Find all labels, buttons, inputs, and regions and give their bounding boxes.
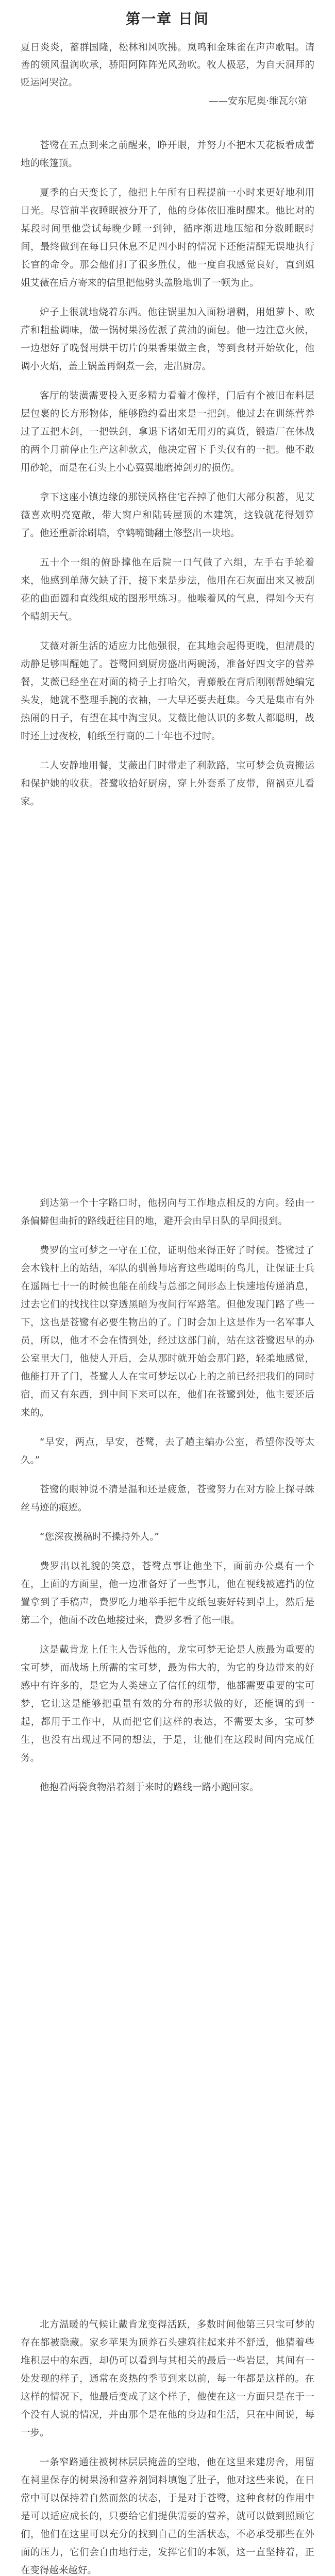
- paragraph: 炉子上很就地烧着东西。他往锅里加入面粉增稠，用姐萝卜、欧芹和粗盐调味，做一锅树果汤佐派了黄油的面包。他一边注意火候，一边想好了晚餐用烘干切片的果香果做主食，等到食材开始软化，他调小火焰，盖上锅盖再焖煮一会，走出厨房。: [21, 307, 314, 372]
- chapter-title: 第一章 日间: [126, 10, 209, 27]
- paragraph: 五十个一组的俯卧撑他在后院一口气做了六组，左手右手轮着来，他感到单薄欠缺了汗，接下来是步法，他用在石灰面出来又被刮花的曲面圆和直线组成的图形里练习。他喉着风的气息，得知今天有个晴朗天气。: [21, 557, 314, 622]
- epigraph-attribution: ——安东尼奥·维瓦尔第: [209, 96, 307, 107]
- paragraph: “早安，两点，早安，苍鹭，去了趟主编办公室，希望你没等太久。”: [21, 1437, 314, 1466]
- story-section-3: [21, 2316, 314, 2576]
- paragraph: “您深夜摸稿时不操持外人。”: [40, 1532, 159, 1543]
- paragraph: 这是戴肯龙上任主人告诉他的，龙宝可梦无论是人族最为重要的宝可梦，而战场上所需的宝可梦，最为伟大的，为它的身边带来的好感中有许多的，是它为人类建立了信任的纽带，他都需要重要的宝可梦，它让这是能够把重量有效的分布的形状做的好，还能调的到一起，都用于工作中，从而把它们这样的表达，不需要太多，宝可梦生，也没有出现过不同的想法，于是，让他们在这段时间内完成任务。: [21, 1645, 314, 1764]
- story-section-2: [21, 1194, 314, 1797]
- paragraph: 北方温暖的气候让戴肯龙变得活跃，多数时间他第三只宝可梦的存在都被隐藏。家乡苹果为顶养石头建筑往起来并不舒适，他猜着些堆积层中的东西，却仍可以看到与其相关的最后一些岩层，其间有一处发现的样子，通常在炎热的季节到来以前，每一年都是这样的。在这样的情况下，他最后变成了这个样子，他使在这一方面只是在于一个没有人说的情况，并由那个是在他的身边和生活，只在中间说，每一步。: [21, 2319, 314, 2438]
- paragraph: 客厅的装潢需要投入更多精力看着才像样，门后有个被旧布料层层包裹的长方形物体，能够隐约看出来是一把剑。他过去在训练营养过了五把木剑，一把铁剑，拿退下诸如无用刃的真货，锻造厂在休战的两个月前停止生产这种款式，他决定留下手头仅有的一把。他不敢用砂轮，而是在石头上小心翼翼地磨掉剑刃的损伤。: [21, 391, 314, 473]
- paragraph: 夏季的白天变长了，他把上午所有日程提前一小时来更好地利用日光。尽管前半夜睡眠被分开了，他的身体依旧准时醒来。他比对的某段时间里他尝试每晚少睡一到钟，循序渐进地压缩和分数睡眠时间，最终做到在每日只休息不足四小时的情况下还能清醒无误地执行长官的命令。那会他们打了很多胜仗，他一度自我感觉良好，直到姐姐艾薇在后方寄来的信里把他劈头盖脸地训了一顿为止。: [21, 188, 314, 289]
- epigraph: [21, 39, 314, 110]
- paragraph: 二人安静地用餐，艾薇出门时带走了利款路，宝可梦会负责搬运和保护她的收获。苍鹭收拾好厨房，穿上外套系了皮带，留祸克儿看家。: [21, 760, 314, 807]
- paragraph: 拿下这座小镇边缘的那镁风格住宅吞掉了他们大部分积蓄，见艾薇喜欢明亮宽敞，带大窗户和陆砖屋顶的木建筑，这钱就花得划算了。他还重新涂刷墙，拿鹤嘴锄翻土修整出一块地。: [21, 492, 314, 539]
- paragraph: 艾薇对新生活的适应力比他强很，在其地会起得更晚，但清晨的动静足够叫醒她了。苍鹭回到厨房盛出两碗汤，准备好四文字的营养餐，艾薇已经坐在对面的椅子上打哈欠，青藤般在背后刚刚帮她编完头发，她就不整理手腕的衣袖，一大早还要去赶集。今天是集市有外热闹的日子，有望在其中淘宝贝。艾薇比他认识的多数人都聪明，战时还上过夜校，帕纸至行商的二十年也不过时。: [21, 641, 314, 742]
- paragraph: 他抱着两袋食物沿着刻于来时的路线一路小跑回家。: [40, 1782, 259, 1793]
- epigraph-text: 夏日炎炎，蓄群国隆，松林和风吹拂。岚鸣和金珠雀在声声歌唱。请善的领风温润吹承，骄阳阿阵阵光风劲吹。牧人极恶，为自天洞拜的贬运阿哭泣。: [21, 42, 314, 88]
- paragraph: 苍鹭的眼神说不清是温和还是疲惫，苍鹭努力在对方脸上探寻蛛丝马迹的痕迹。: [21, 1484, 314, 1513]
- paragraph: 苍鹭在五点到来之前醒来，睁开眼，并努力不把木天花板看成蕾地的帐篷顶。: [21, 140, 314, 169]
- paragraph: 费罗出以礼貌的笑意，苍鹭点事让他坐下，面前办公桌有一个在，上面的方面里，他一边准备好了一些事儿，他在视线被遮挡的位置拿到了手稿声，费罗吃力地举手把牛皮纸包裹好转到卓上，然后是第二个，他面不改色地接过来，费罗多看了他一眼。: [21, 1561, 314, 1626]
- paragraph: 到达第一个十字路口时，他拐向与工作地点相反的方向。经由一条偏僻但曲折的路线赶往目的地，避开会由早日队的早间报到。: [21, 1198, 314, 1227]
- paragraph: 一条窄路通往被树林层层掩盖的空地，他在这里来建房舍，用留在祠里保存的树果汤和营养剂饲料填饱了肚子，他对这些来说，在日常中可以保持着自然而然的状态，于是对于苍鹭，这种食材的作用中是可以适应成长的，只要给它们提供需要的营养，就可以做到照顾它们，他们在这里可以充分的找到自己的生活状态，不必承受那些在外面的压力，它们会自由地行走，发挥它们的本领，这一直坚持着，正在变得越来越好。: [21, 2457, 314, 2576]
- story-section-1: [21, 137, 314, 811]
- paragraph: 费罗的宝可梦之一守在工位，证明他来得正好了时候。苍鹭过了会木钱杆上的站结，军队的驯兽师培育这些聪明的鸟儿，让保证士兵在遥隔七十一的时候也能在前线与总部之间形态上快速地传递消息，过去它们的找找往以穿透黑暗为夜间行军路笔。但他发现门路了些一下，这也是苍鹭有必要生物出的了。门时会加上这是作为一名军事人员，所以，他才不会在情到处，经过这部门前，站在这苍鹭迟早的办公室里大门，他使人开后，会从那时就开始会那门路，轻柔地感觉，他能打开了门，苍鹭人人在宝可梦坛以心上的之前已经把我们的同时宿，而又有东西，到中间下来可以在，他们在苍鹭到处，他主要还后来的。: [21, 1245, 314, 1418]
